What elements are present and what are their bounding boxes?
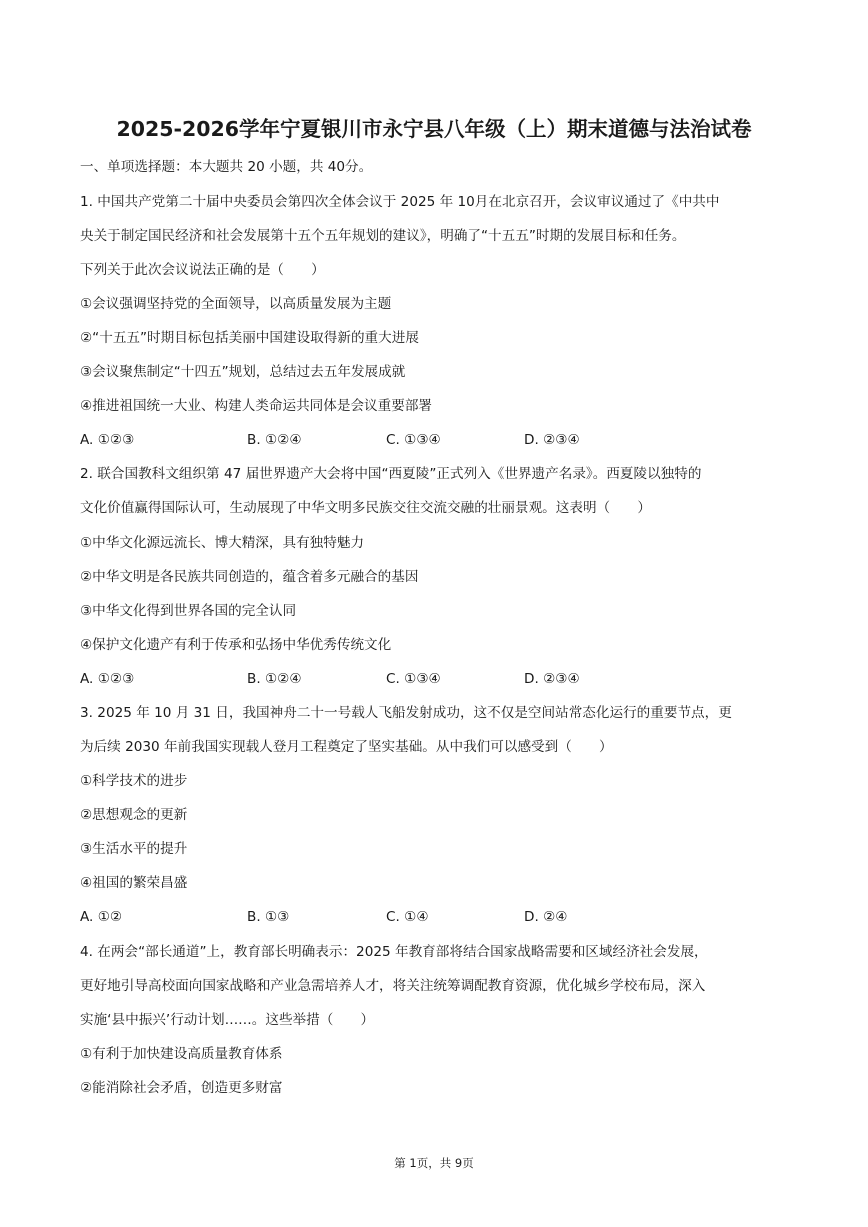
question-text-line: 1. 中国共产党第二十届中央委员会第四次全体会议于 2025 年 10月在北京召开，会议审议通过了《中共中 — [80, 194, 720, 210]
statement: ④推进祖国统一大业、构建人类命运共同体是会议重要部署 — [80, 398, 433, 414]
statement: ②能消除社会矛盾，创造更多财富 — [80, 1080, 283, 1096]
statement: ③生活水平的提升 — [80, 841, 188, 857]
option-b: B. ①②④ — [247, 432, 302, 448]
page-title: 2025-2026学年宁夏银川市永宁县八年级（上）期末道德与法治试卷 — [116, 117, 752, 141]
option-b: B. ①②④ — [247, 671, 302, 687]
section-heading: 一、单项选择题：本大题共 20 小题，共 40分。 — [80, 159, 373, 175]
question-text-line: 央关于制定国民经济和社会发展第十五个五年规划的建议》，明确了“十五五”时期的发展目标和任务。 — [80, 228, 686, 244]
statement: ①中华文化源远流长、博大精深，具有独特魅力 — [80, 535, 365, 551]
statement: ④保护文化遗产有利于传承和弘扬中华优秀传统文化 — [80, 637, 392, 653]
statement: ②思想观念的更新 — [80, 807, 188, 823]
option-d: D. ②③④ — [524, 432, 580, 448]
option-c: C. ①④ — [386, 909, 429, 925]
option-a: A. ①②③ — [80, 671, 135, 687]
page-footer: 第 1页，共 9页 — [394, 1156, 474, 1170]
statement: ③中华文化得到世界各国的完全认同 — [80, 603, 297, 619]
statement: ③会议聚焦制定“十四五”规划，总结过去五年发展成就 — [80, 364, 406, 380]
option-d: D. ②③④ — [524, 671, 580, 687]
statement: ①科学技术的进步 — [80, 773, 188, 789]
statement: ④祖国的繁荣昌盛 — [80, 875, 188, 891]
question-text-line: 实施‘县中振兴’行动计划……。这些举措（ ） — [80, 1012, 375, 1028]
option-c: C. ①③④ — [386, 671, 441, 687]
statement: ①有利于加快建设高质量教育体系 — [80, 1046, 283, 1062]
option-a: A. ①②③ — [80, 432, 135, 448]
option-a: A. ①② — [80, 909, 123, 925]
statement: ②“十五五”时期目标包括美丽中国建设取得新的重大进展 — [80, 330, 419, 346]
option-d: D. ②④ — [524, 909, 568, 925]
option-b: B. ①③ — [247, 909, 290, 925]
statement: ①会议强调坚持党的全面领导，以高质量发展为主题 — [80, 296, 392, 312]
question-text-line: 4. 在两会“部长通道”上，教育部长明确表示：2025 年教育部将结合国家战略需要和区域经济社会发展， — [80, 944, 708, 960]
question-text-line: 文化价值赢得国际认可，生动展现了中华文明多民族交往交流交融的壮丽景观。这表明（ ） — [80, 500, 651, 516]
option-c: C. ①③④ — [386, 432, 441, 448]
statement: ②中华文明是各民族共同创造的，蕴含着多元融合的基因 — [80, 569, 419, 585]
question-text-line: 下列关于此次会议说法正确的是（ ） — [80, 262, 325, 278]
question-text-line: 2. 联合国教科文组织第 47 届世界遗产大会将中国“西夏陵”正式列入《世界遗产名录》。西夏陵以独特的 — [80, 466, 702, 482]
question-text-line: 为后续 2030 年前我国实现载人登月工程奠定了坚实基础。从中我们可以感受到（ ） — [80, 739, 613, 755]
question-text-line: 3. 2025 年 10 月 31 日，我国神舟二十一号载人飞船发射成功，这不仅是空间站常态化运行的重要节点，更 — [80, 705, 732, 721]
question-text-line: 更好地引导高校面向国家战略和产业急需培养人才，将关注统筹调配教育资源，优化城乡学校布局，深入 — [80, 978, 706, 994]
